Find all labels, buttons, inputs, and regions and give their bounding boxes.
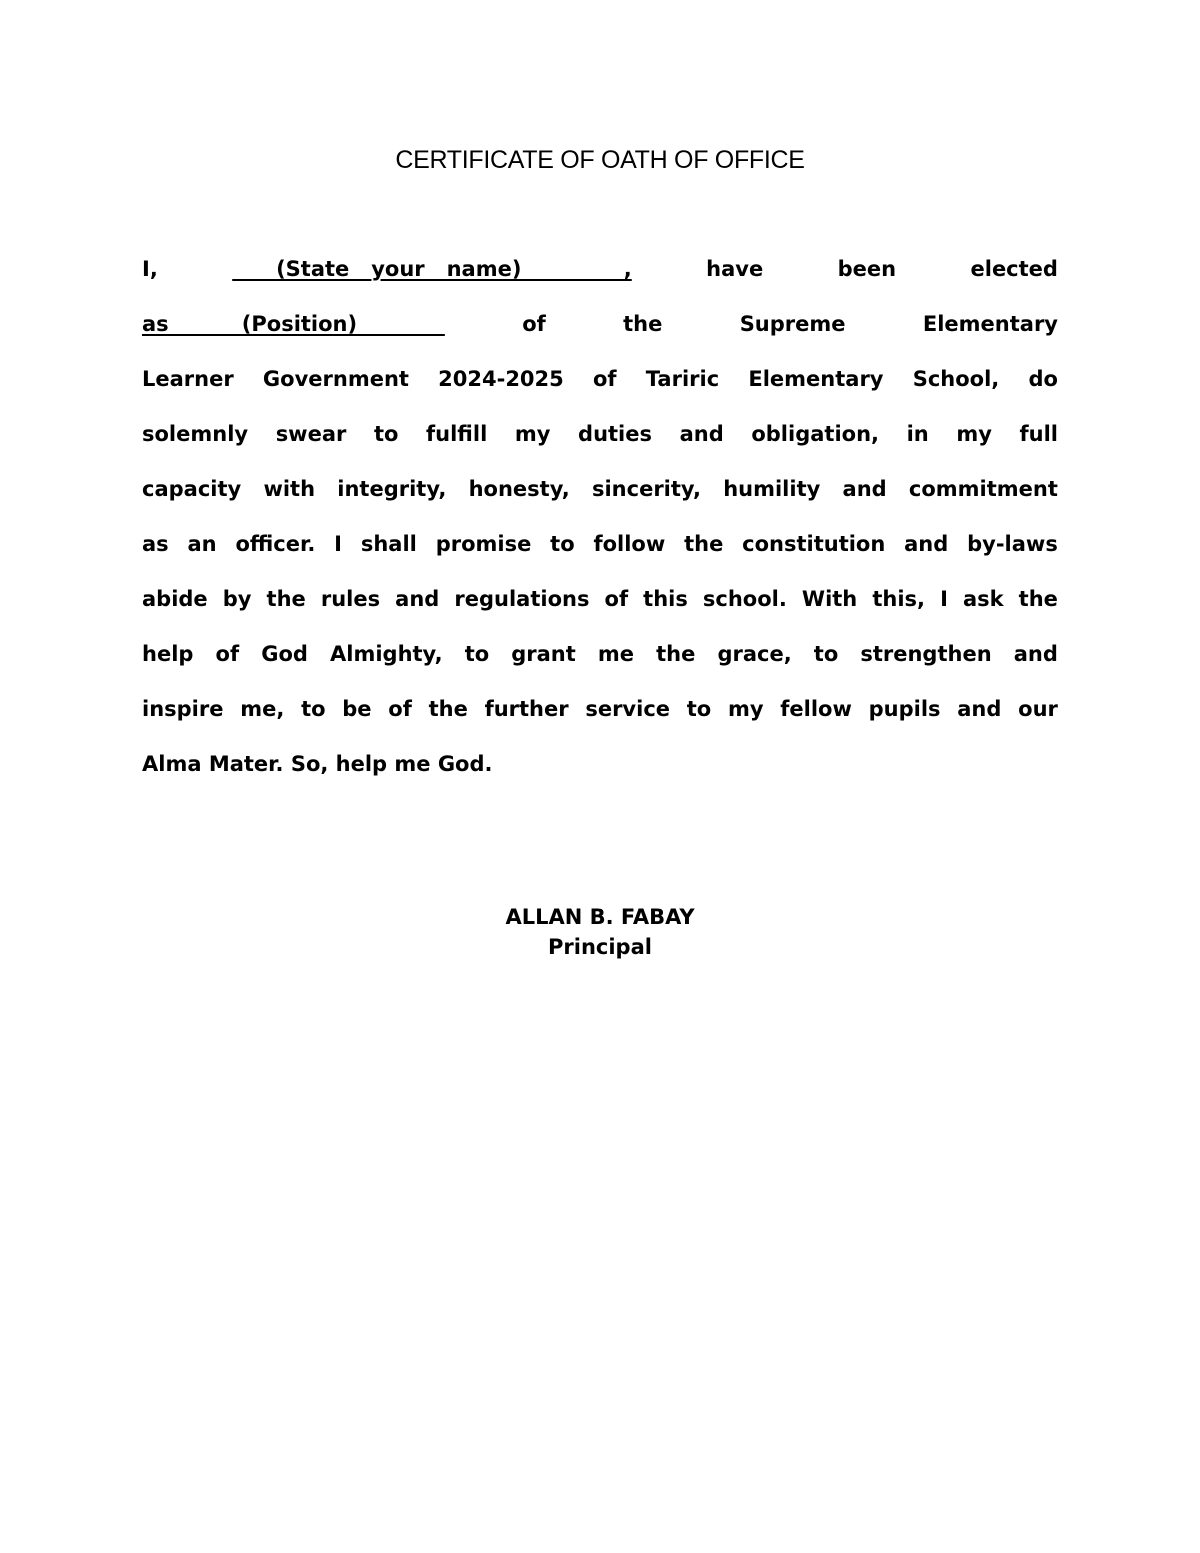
word: to: [373, 422, 399, 446]
word: grant: [511, 642, 576, 666]
word: have: [706, 257, 764, 281]
oath-line: [142, 579, 1058, 634]
word: abide: [142, 587, 208, 611]
word: service: [585, 697, 671, 721]
oath-line-1: [142, 249, 1058, 304]
word: do: [1028, 367, 1058, 391]
word: I,: [142, 257, 158, 281]
word: my: [956, 422, 992, 446]
word: Government: [262, 367, 409, 391]
word: swear: [275, 422, 347, 446]
word: the: [656, 642, 696, 666]
word: with: [263, 477, 316, 501]
word: of: [388, 697, 412, 721]
word: officer.: [235, 532, 316, 556]
oath-line: [142, 469, 1058, 524]
word: me,: [240, 697, 285, 721]
word: Elementary: [922, 312, 1058, 336]
word: constitution: [742, 532, 886, 556]
oath-line: [142, 634, 1058, 689]
word: and: [679, 422, 724, 446]
word: and: [904, 532, 949, 556]
word: God: [261, 642, 308, 666]
word: obligation,: [751, 422, 879, 446]
word: as: [142, 532, 169, 556]
word: to: [550, 532, 575, 556]
word: of: [215, 642, 240, 666]
word: and: [957, 697, 1002, 721]
word: I: [940, 587, 948, 611]
word: regulations: [454, 587, 590, 611]
name-blank: (State your name) ,: [232, 257, 632, 281]
word: solemnly: [142, 422, 249, 446]
position-blank: as (Position): [142, 312, 445, 336]
word: be: [342, 697, 372, 721]
word: rules: [320, 587, 381, 611]
word: I: [334, 532, 342, 556]
word: the: [428, 697, 468, 721]
word: fulfill: [426, 422, 488, 446]
word: in: [906, 422, 929, 446]
oath-line-2: [142, 304, 1058, 359]
word: my: [514, 422, 551, 446]
word: Supreme: [739, 312, 846, 336]
word: integrity,: [337, 477, 447, 501]
word: me: [597, 642, 635, 666]
word: promise: [435, 532, 532, 556]
word: With: [801, 587, 858, 611]
word: Elementary: [748, 367, 884, 391]
word: and: [842, 477, 887, 501]
word: of: [593, 367, 617, 391]
word: commitment: [908, 477, 1058, 501]
word: the: [623, 312, 663, 336]
word: Almighty,: [330, 642, 443, 666]
word: this: [643, 587, 688, 611]
word: humility: [723, 477, 821, 501]
word: an: [187, 532, 217, 556]
word: fellow: [780, 697, 852, 721]
word: by: [222, 587, 252, 611]
oath-line: [142, 524, 1058, 579]
word: of: [604, 587, 629, 611]
word: to: [813, 642, 839, 666]
word: strengthen: [860, 642, 992, 666]
signature-block: [0, 902, 1200, 962]
word: to: [686, 697, 712, 721]
word: follow: [593, 532, 666, 556]
word: Tariric: [645, 367, 720, 391]
word: further: [484, 697, 569, 721]
word: 2024-2025: [438, 367, 564, 391]
word: to: [464, 642, 490, 666]
word: and: [1013, 642, 1058, 666]
document-title: CERTIFICATE OF OATH OF OFFICE: [395, 146, 805, 174]
word: duties: [578, 422, 652, 446]
word: pupils: [868, 697, 941, 721]
word: of: [522, 312, 546, 336]
word: to: [301, 697, 326, 721]
word: this,: [872, 587, 925, 611]
word: Learner: [142, 367, 234, 391]
oath-paragraph: [142, 359, 1058, 744]
oath-line: [142, 414, 1058, 469]
oath-line: [142, 689, 1058, 744]
word: help: [142, 642, 194, 666]
oath-last-line: Alma Mater. So, help me God.: [142, 752, 493, 776]
word: our: [1018, 697, 1058, 721]
word: shall: [360, 532, 417, 556]
word: grace,: [717, 642, 792, 666]
word: and: [395, 587, 440, 611]
word: been: [837, 257, 897, 281]
word: inspire: [142, 697, 224, 721]
word: school.: [702, 587, 787, 611]
oath-body: [142, 249, 1058, 799]
word: honesty,: [468, 477, 570, 501]
word: the: [266, 587, 306, 611]
oath-line: [142, 359, 1058, 414]
word: capacity: [142, 477, 242, 501]
word: my: [727, 697, 764, 721]
word: full: [1019, 422, 1058, 446]
word: School,: [912, 367, 1000, 391]
word: the: [684, 532, 724, 556]
signatory-position: Principal: [548, 935, 652, 959]
word: sincerity,: [591, 477, 701, 501]
word: the: [1018, 587, 1058, 611]
word: elected: [970, 257, 1058, 281]
word: ask: [962, 587, 1004, 611]
signatory-name: ALLAN B. FABAY: [505, 905, 695, 929]
word: by-laws: [967, 532, 1058, 556]
